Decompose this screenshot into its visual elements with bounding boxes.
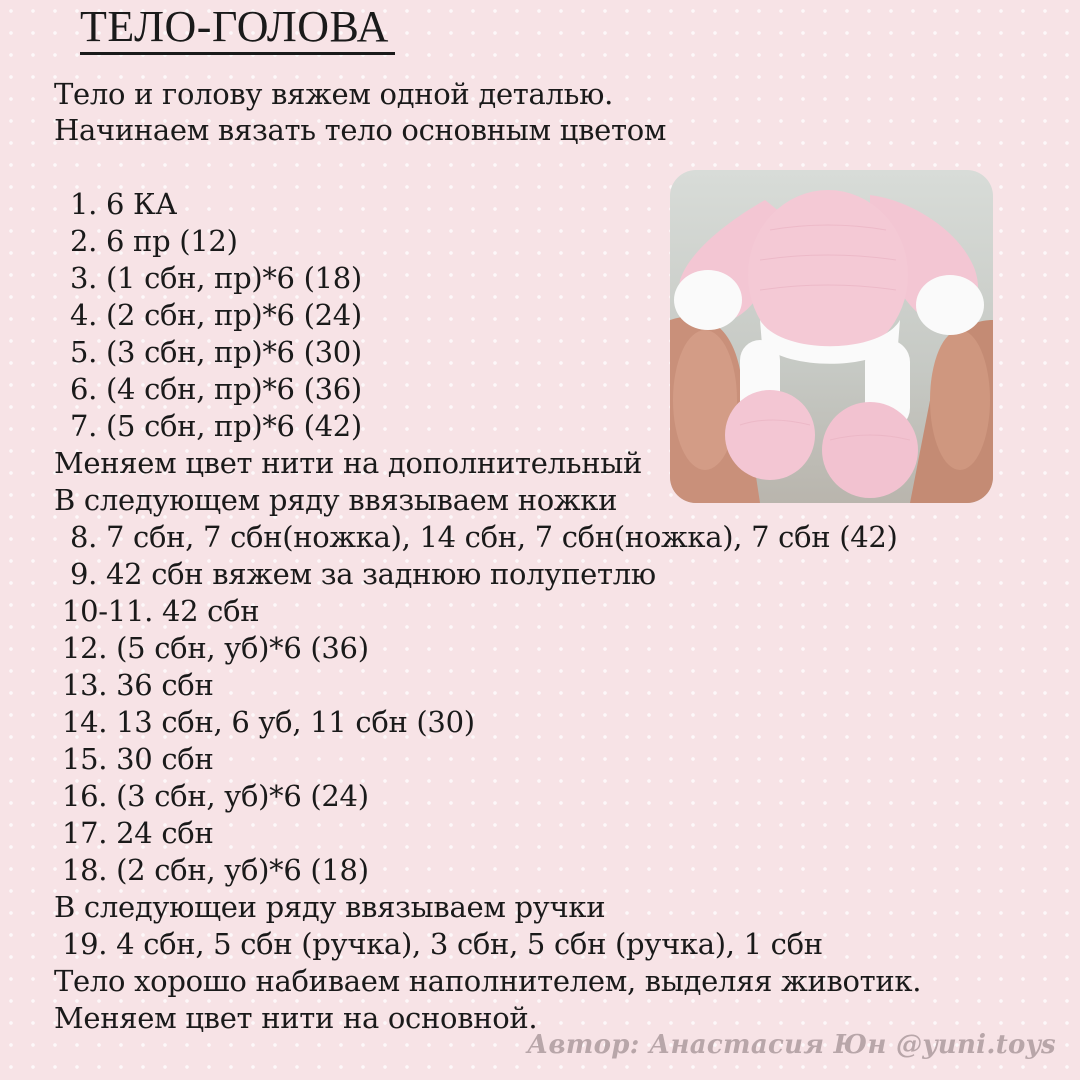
pattern-row: 7. (5 сбн, пр)*6 (42) (70, 409, 362, 443)
intro-line: Начинаем вязать тело основным цветом (54, 113, 667, 147)
crochet-bunny-photo (670, 170, 993, 503)
author-signature: Автор: Анастасия Юн @yuni.toys (527, 1030, 1056, 1060)
pattern-row: 14. 13 сбн, 6 уб, 11 сбн (30) (62, 705, 475, 739)
pattern-row: 3. (1 сбн, пр)*6 (18) (70, 261, 362, 295)
pattern-row: 13. 36 сбн (62, 668, 214, 702)
intro-line: Тело и голову вяжем одной деталью. (54, 77, 614, 111)
outro-line: Тело хорошо набиваем наполнителем, выделяя животик. (54, 964, 922, 998)
pattern-row: 19. 4 сбн, 5 сбн (ручка), 3 сбн, 5 сбн (ручка), 1 сбн (62, 927, 823, 961)
pattern-row: 18. (2 сбн, уб)*6 (18) (62, 853, 369, 887)
pattern-row: 9. 42 сбн вяжем за заднюю полупетлю (70, 557, 656, 591)
pattern-row: 8. 7 сбн, 7 сбн(ножка), 14 сбн, 7 сбн(ножка), 7 сбн (42) (70, 520, 898, 554)
pattern-row: 16. (3 сбн, уб)*6 (24) (62, 779, 369, 813)
pattern-row: 17. 24 сбн (62, 816, 214, 850)
pattern-row: 4. (2 сбн, пр)*6 (24) (70, 298, 362, 332)
pattern-row: 1. 6 КА (70, 187, 177, 221)
pattern-row: 12. (5 сбн, уб)*6 (36) (62, 631, 369, 665)
arms-note: В следующеи ряду ввязываем ручки (54, 890, 606, 924)
pattern-row: 6. (4 сбн, пр)*6 (36) (70, 372, 362, 406)
color-change-note: Меняем цвет нити на дополнительный (54, 446, 643, 480)
bunny-illustration (670, 170, 993, 503)
pattern-row: 2. 6 пр (12) (70, 224, 238, 258)
pattern-row: 5. (3 сбн, пр)*6 (30) (70, 335, 362, 369)
pattern-row: 15. 30 сбн (62, 742, 214, 776)
pattern-row: 10-11. 42 сбн (62, 594, 260, 628)
legs-note: В следующем ряду ввязываем ножки (54, 483, 618, 517)
page-title: ТЕЛО-ГОЛОВА (80, 2, 395, 55)
outro-line: Меняем цвет нити на основной. (54, 1001, 538, 1035)
